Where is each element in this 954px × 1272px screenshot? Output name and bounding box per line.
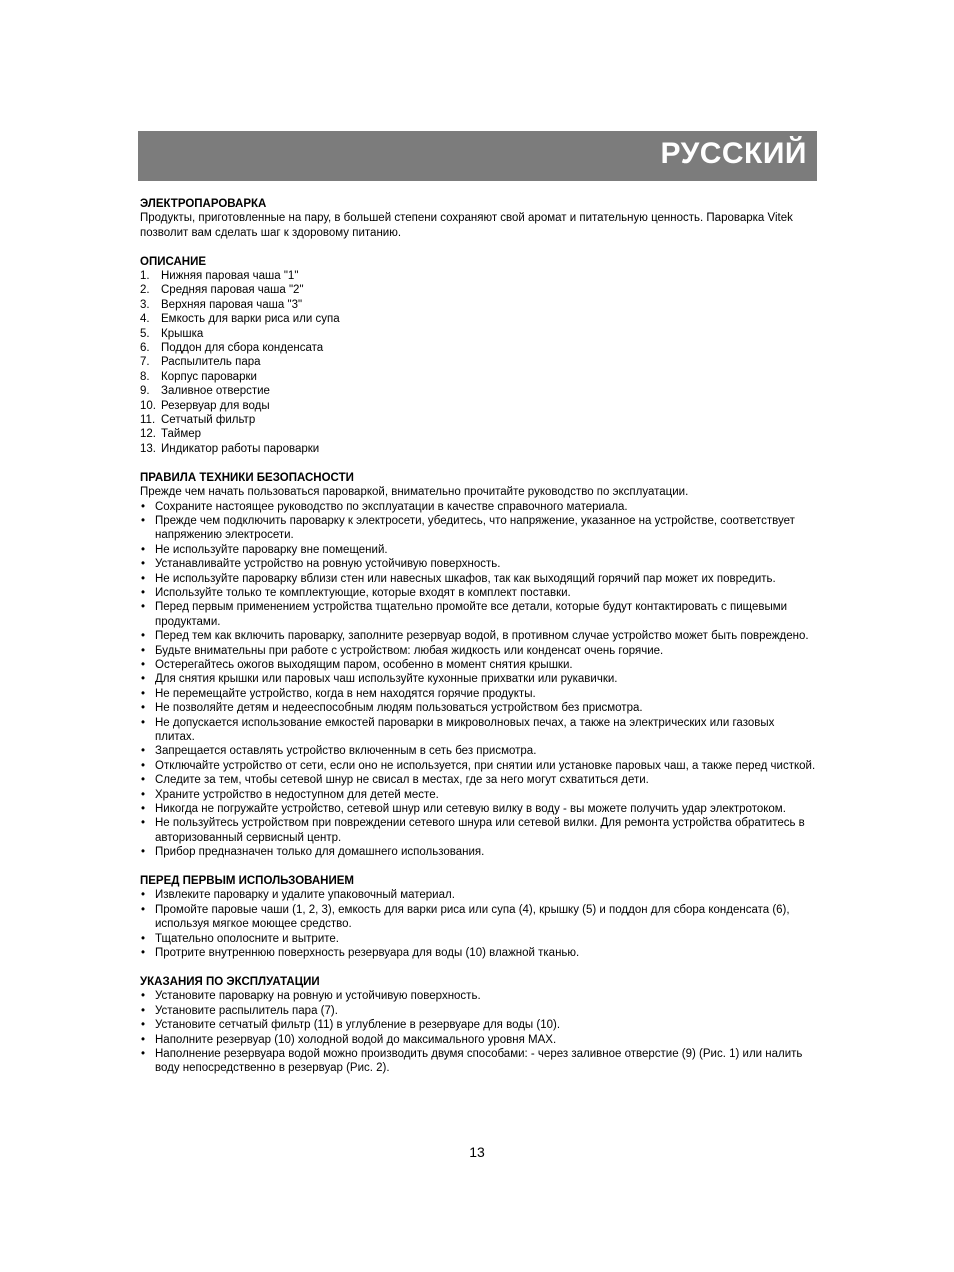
item-text: Наполните резервуар (10) холодной водой до максимального уровня MAX. [155,1033,557,1046]
item-text: Установите распылитель пара (7). [155,1004,338,1017]
bullet-icon: • [141,889,146,902]
bullet-icon: • [141,644,146,657]
operation-list [140,989,817,1075]
list-item [140,543,817,557]
list-item [140,355,817,369]
bullet-icon: • [141,803,146,816]
section-heading: ОПИСАНИЕ [140,255,207,268]
item-text: Не используйте пароварку вне помещений. [155,543,388,556]
list-item [140,932,817,946]
item-text: Крышка [161,327,204,340]
item-text: Следите за тем, чтобы сетевой шнур не свисал в местах, где за него могут схватиться дети. [155,774,649,787]
item-number: 6. [140,342,150,355]
list-item [140,816,817,845]
bullet-icon: • [141,990,146,1003]
item-text: Перед первым применением устройства тщательно промойте все детали, которые будут контактировать с пищевыми продуктами. [155,601,788,628]
item-number: 11. [140,414,156,427]
item-text: Средняя паровая чаша "2" [161,284,304,297]
list-item [140,788,817,802]
item-text: Распылитель пара [161,356,261,369]
bullet-icon: • [141,630,146,643]
item-text: Никогда не погружайте устройство, сетевой шнур или сетевую вилку в воду - вы можете получить удар электротоком. [155,803,786,816]
item-text: Прежде чем подключить пароварку к электросети, убедитесь, что напряжение, указанное на устройстве, соответствует напряжению электросети. [155,514,795,542]
item-text: Не позволяйте детям и недееспособным людям пользоваться устройством без присмотра. [155,702,643,715]
bullet-icon: • [141,702,146,715]
item-text: Наполнение резервуара водой можно производить двумя способами: - через заливное отверстие (9) (Рис. 1) или налить воду непосредственно в резервуар (Рис. 2). [155,1047,803,1075]
list-item [140,629,817,643]
item-text: Будьте внимательны при работе с устройством: любая жидкость или конденсат очень горячие. [155,644,664,657]
bullet-icon: • [141,500,146,513]
bullet-icon: • [141,1047,146,1060]
bullet-icon: • [141,572,146,585]
item-text: Сетчатый фильтр [161,414,256,427]
item-text: Нижняя паровая чаша "1" [161,270,299,283]
item-text: Для снятия крышки или паровых чаш используйте кухонные прихватки или рукавички. [155,673,618,686]
item-text: Верхняя паровая чаша "3" [161,298,303,311]
list-item [140,672,817,686]
item-text: Используйте только те комплектующие, которые входят в комплект поставки. [155,586,571,599]
item-text: Таймер [161,428,202,441]
list-item [140,413,817,427]
item-number: 3. [140,298,150,311]
bullet-icon: • [141,817,146,830]
item-text: Протрите внутреннюю поверхность резервуара для воды (10) влажной тканью. [155,947,580,960]
list-item [140,283,817,297]
item-text: Извлеките пароварку и удалите упаковочный материал. [155,889,455,902]
list-item [140,1018,817,1032]
list-item [140,759,817,773]
item-text: Резервуар для воды [161,399,270,412]
bullet-icon: • [141,1019,146,1032]
bullet-icon: • [141,1033,146,1046]
item-number: 1. [140,270,150,283]
list-item [140,658,817,672]
list-item [140,312,817,326]
item-text: Не используйте пароварку вблизи стен или навесных шкафов, так как выходящий горячий пар может их повредить. [155,572,776,585]
list-item [140,370,817,384]
list-item [140,1047,817,1076]
item-text: Не допускается использование емкостей пароварки в микроволновых печах, а также на электрических или газовых плитах. [155,716,775,743]
parts-list [140,269,817,456]
list-item [140,802,817,816]
item-text: Заливное отверстие [161,385,270,398]
item-text: Тщательно ополосните и вытрите. [155,932,339,945]
list-item [140,687,817,701]
item-text: Перед тем как включить пароварку, заполните резервуар водой, в противном случае устройство может быть повреждено. [155,630,809,643]
item-text: Остерегайтесь ожогов выходящим паром, особенно в момент снятия крышки. [155,658,573,671]
list-item [140,845,817,859]
list-item [140,442,817,456]
list-item [140,1004,817,1018]
section-heading: ЭЛЕКТРОПАРОВАРКА [140,198,267,210]
item-text: Емкость для варки риса или супа [161,313,340,326]
item-text: Не перемещайте устройство, когда в нем находятся горячие продукты. [155,687,536,700]
item-number: 12. [140,428,156,441]
list-item [140,327,817,341]
section-heading: УКАЗАНИЯ ПО ЭКСПЛУАТАЦИИ [140,975,320,988]
list-item [140,399,817,413]
list-item [140,557,817,571]
list-item [140,644,817,658]
item-number: 13. [140,442,156,455]
bullet-icon: • [141,687,146,700]
bullet-icon: • [141,543,146,556]
item-number: 8. [140,370,150,383]
list-item [140,514,817,543]
item-text: Отключайте устройство от сети, если оно не используется, при снятии или установке паровых чаш, а также перед чисткой. [155,759,816,772]
language-banner [138,131,817,181]
bullet-icon: • [141,658,146,671]
list-item [140,744,817,758]
bullet-icon: • [141,932,146,945]
section-operation [140,975,817,1076]
list-item [140,701,817,715]
list-item [140,384,817,398]
list-item [140,269,817,283]
section-heading: ПРАВИЛА ТЕХНИКИ БЕЗОПАСНОСТИ [140,471,354,484]
language-title: РУССКИЙ [660,137,807,170]
intro-paragraph: Продукты, приготовленные на пару, в большей степени сохраняют свой аромат и питательную ценность. Пароварка Vitek позволит вам сделать шаг к здоровому питанию. [140,212,793,239]
list-item [140,427,817,441]
list-item [140,1033,817,1047]
item-text: Промойте паровые чаши (1, 2, 3), емкость для варки риса или супа (4), крышку (5) и поддон для сбора конденсата (6), используя мягкое моющее средство. [155,903,790,931]
list-item [140,572,817,586]
item-number: 7. [140,356,150,369]
item-number: 10. [140,399,156,412]
bullet-icon: • [141,745,146,758]
bullet-icon: • [141,846,146,859]
list-item [140,989,817,1003]
item-number: 5. [140,327,150,340]
bullet-icon: • [141,586,146,599]
list-item [140,341,817,355]
section-intro [140,197,817,240]
section-description [140,255,817,457]
safety-intro: Прежде чем начать пользоваться пароваркой, внимательно прочитайте руководство по эксплуатации. [140,486,689,499]
item-number: 9. [140,385,150,398]
first-use-list [140,888,817,960]
bullet-icon: • [141,1004,146,1017]
bullet-icon: • [141,601,146,614]
item-text: Устанавливайте устройство на ровную устойчивую поверхность. [155,558,501,571]
item-text: Сохраните настоящее руководство по эксплуатации в качестве справочного материала. [155,500,628,513]
list-item [140,903,817,932]
list-item [140,500,817,514]
list-item [140,716,817,745]
item-text: Индикатор работы пароварки [161,442,320,455]
list-item [140,946,817,960]
item-text: Установите сетчатый фильтр (11) в углубление в резервуаре для воды (10). [155,1019,561,1032]
item-text: Запрещается оставлять устройство включенным в сеть без присмотра. [155,745,537,758]
section-safety [140,471,817,860]
page-number: 13 [469,1144,485,1160]
bullet-icon: • [141,558,146,571]
item-text: Храните устройство в недоступном для детей месте. [155,788,439,801]
item-text: Установите пароварку на ровную и устойчивую поверхность. [155,990,481,1003]
section-first-use [140,874,817,960]
safety-list [140,500,817,860]
list-item [140,600,817,629]
manual-content [140,197,817,1076]
list-item [140,586,817,600]
bullet-icon: • [141,788,146,801]
item-text: Прибор предназначен только для домашнего использования. [155,846,485,859]
list-item [140,888,817,902]
item-text: Корпус пароварки [161,370,257,383]
list-item [140,773,817,787]
item-text: Не пользуйтесь устройством при повреждении сетевого шнура или сетевой вилки. Для ремонта устройства обратитесь в авторизованный сервисный центр. [155,817,805,844]
bullet-icon: • [141,514,146,527]
bullet-icon: • [141,716,146,729]
bullet-icon: • [141,759,146,772]
list-item [140,298,817,312]
item-number: 4. [140,313,150,326]
bullet-icon: • [141,774,146,787]
bullet-icon: • [141,673,146,686]
bullet-icon: • [141,947,146,960]
item-text: Поддон для сбора конденсата [161,342,324,355]
bullet-icon: • [141,903,146,916]
section-heading: ПЕРЕД ПЕРВЫМ ИСПОЛЬЗОВАНИЕМ [140,875,355,888]
item-number: 2. [140,284,150,297]
